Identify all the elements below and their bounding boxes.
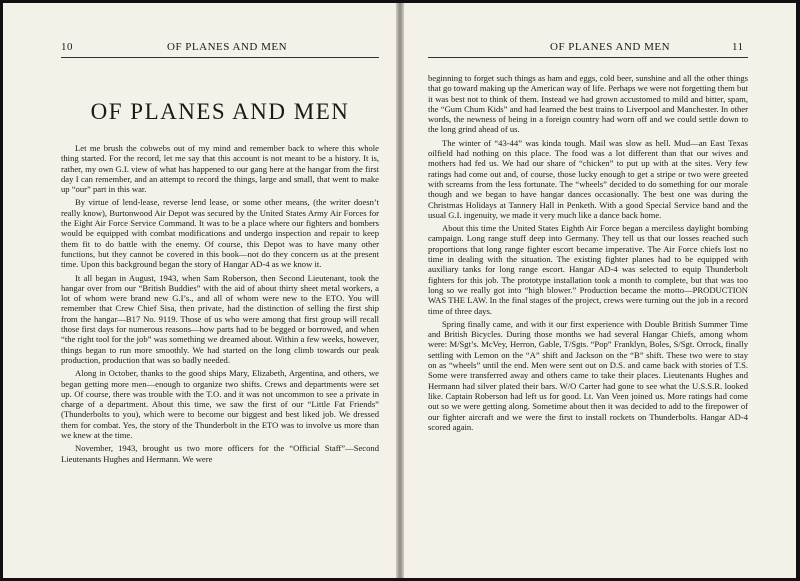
paragraph: Along in October, thanks to the good ships Mary, Elizabeth, Argentina, and others, we began getting more men—enough to organize two shifts. Crews and departments were set up. Of course, there was trouble with the T.O. and it was not uncommon to see a private in charge of a department. About this time, we saw the first of our “Little Fat Friends” (Thunderbolts to you), which were to become our biggest and best liked job. We dressed them for combat. Yes, the story of the Thunderbolt in the ETO was to involve us more than we knew at the time. [61, 368, 379, 441]
paragraph: About this time the United States Eighth Air Force began a merciless daylight bombing campaign. Long range stuff deep into Germany. They tell us that our losses reached such proportions that long range fighter escort became imperative. The Air Force chiefs lost no time in dealing with the situation. The existing fighter planes had to be equipped with auxiliary tanks for long range escort. Hangar AD-4 was selected to equip Thunderbolt fighters for this job. The prototype installation took a month to complete, but that was too long so we really got into “high blower.” Production became the motto—PRODUCTION WAS THE LAW. In the final stages of the project, crews were turning out the job in a record time of three days. [428, 223, 748, 316]
page-number: 11 [732, 41, 744, 53]
paragraph: It all began in August, 1943, when Sam Roberson, then Second Lieutenant, took the hangar over from our “British Buddies” with the aid of about thirty sheet metal workers, a lot of whom were brand new G.I’s., and all of whom were new to the ETO. You will remember that Crew Chief Sisa, then private, had the distinction of selling the first ship from the hangar—B17 No. 9119. Those of us who were among that first group will recall those first days for numerous reasons—how parts had to be begged or borrowed, and when “the right tool for the job” was something we dreamed about. Within a few weeks, however, things began to run more smoothly. We had started on the long climb towards our peak production, production that was so badly needed. [61, 272, 379, 365]
paragraph: beginning to forget such things as ham and eggs, cold beer, sunshine and all the other things that go toward making up the American way of life. Perhaps we were not forgetting them but it was best not to think of them. Instead we had grown accustomed to mild and bitter, spam, the “Gum Chum Kids” and had learned the best trains to Liverpool and Manchester. In other words, the newness of being in a foreign country had worn off and we could settle down to the long grind ahead of us. [428, 73, 748, 135]
right-page-body [428, 73, 748, 435]
running-head: OF PLANES AND MEN [167, 41, 288, 53]
running-head: OF PLANES AND MEN [550, 41, 671, 53]
paragraph: The winter of “43-44” was kinda tough. Mail was slow as hell. Mud—an East Texas oilfield had nothing on this place. The food was a lot different than that our wives and mothers had fed us. We had our share of “chicken” to put up with at the sites. Very few ratings had come out and, of course, those lucky enough to get a stripe or two were greeted with screams from the less fortunate. The “wheels” decided to do something for our morale though and we began to have hangar dances occasionally. The best one was during the Christmas Holidays at Tannery Hall in Penketh. With a good Special Service band and the usual G.I. ingenuity, we made it very much like a dance back home. [428, 137, 748, 220]
header-rule [428, 57, 748, 58]
paragraph: Let me brush the cobwebs out of my mind and remember back to where this whole thing started. For the record, let me say that this account is not meant to be a history. It is, rather, my own G.I. view of what has happened to our gang here at the hangar from the first day I can remember, and an attempt to record the things, large and small, that went to make up “our” part in this war. [61, 143, 379, 195]
left-page [3, 3, 398, 578]
chapter-title: OF PLANES AND MEN [90, 99, 350, 124]
page-number: 10 [61, 41, 73, 53]
paragraph: By virtue of lend-lease, reverse lend lease, or some other means, (the writer doesn’t really know), Burtonwood Air Depot was secured by the United States Army Air Forces for the Eight Air Force Service Command. It was to be a place where our fighters and bombers would be equipped with combat modifications and undergo inspection and repair to keep them fit to do battle with the enemy. Of course, this Depot was to have many other functions, but they cannot be covered in this book—not do they concern us at the present time. Upon this background began the story of Hangar AD-4 as we know it. [61, 197, 379, 270]
paragraph: Spring finally came, and with it our first experience with Double British Summer Time and British Bicycles. During those months we had several Hangar Chiefs, among whom were: M/Sgt’s. McVey, Herron, Gable, T/Sgts. “Pop” Franklyn, Boles, S/Sgt. Orrock, finally settling with Lemon on the “A” shift and Jackson on the “B” shift. These two were to stay on as “wheels” until the end. Men were sent out on D.S. and came back with stories of T.S. Some were transferred away and others came to take their places. Lieutenants Hughes and Hermann had silver plated their bars. W/O Carter had gone to see what the U.S.S.R. looked like. Captain Roberson had left us for good. Lt. Van Veen joined us. More ratings had come out so we were getting along. Sometime about then it was decided to add to the firepower of our fighter aircraft and we were the first to install rockets on Thunderbolts. Hangar AD-4 scored again. [428, 318, 748, 432]
right-page [402, 3, 796, 578]
header-rule [61, 57, 379, 58]
book-spread [3, 3, 796, 578]
paragraph: November, 1943, brought us two more officers for the “Official Staff”—Second Lieutenants Hughes and Hermann. We were [61, 443, 379, 464]
left-page-body [61, 143, 379, 467]
